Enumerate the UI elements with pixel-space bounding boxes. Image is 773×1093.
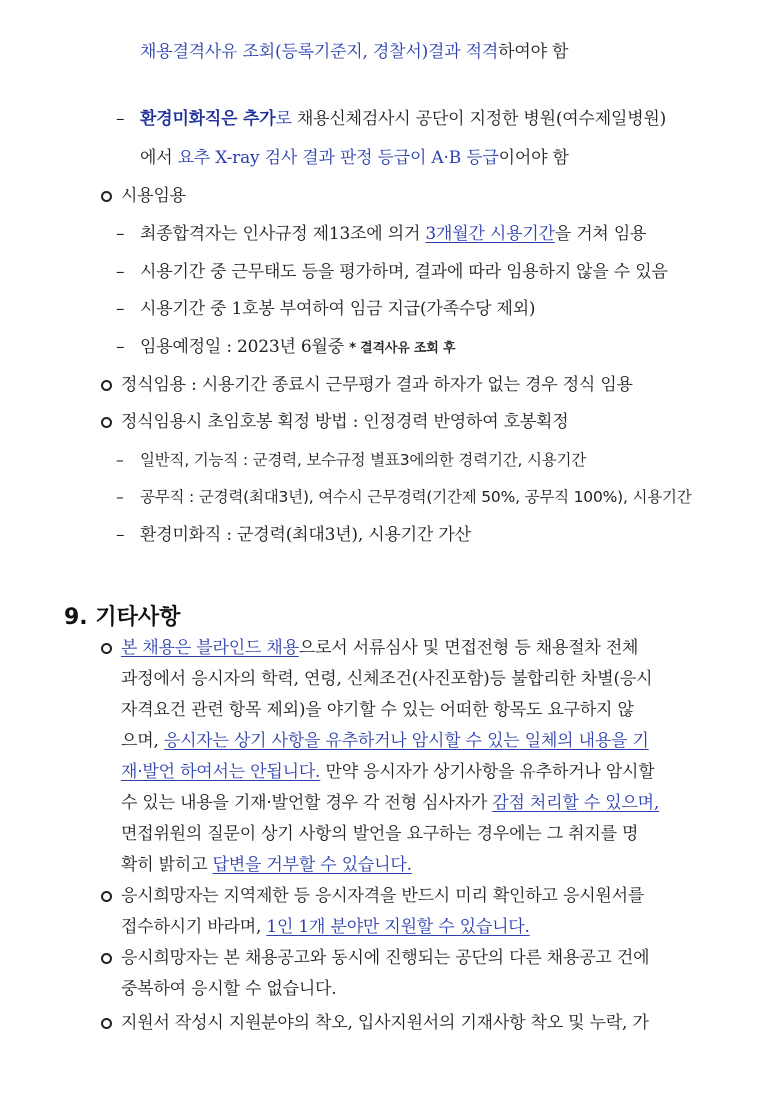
- circle-bullet-icon: [101, 417, 112, 428]
- grade-item: – 일반직, 기능직 : 군경력, 보수규정 별표3에의한 경력기간, 시용기간: [116, 448, 586, 472]
- disclosure-warning-link[interactable]: 응시자는 상기 사항을 유추하거나 암시할 수 있는 일체의 내용을 기: [163, 731, 649, 751]
- appointment-note: * 결격사유 조회 후: [349, 341, 456, 356]
- paragraph-line: 접수하시기 바라며, 1인 1개 분야만 지원할 수 있습니다.: [121, 917, 530, 937]
- refuse-answer-link[interactable]: 답변을 거부할 수 있습니다.: [212, 855, 412, 875]
- penalty-link[interactable]: 감점 처리할 수 있으며,: [492, 793, 660, 813]
- probation-period-link[interactable]: 3개월간 시용기간: [425, 224, 555, 244]
- probation-item: – 시용기간 중 근무태도 등을 평가하며, 결과에 따라 임용하지 않을 수 있음: [116, 262, 668, 282]
- circle-bullet-icon: [101, 1018, 112, 1029]
- dash-marker: –: [116, 224, 125, 244]
- paragraph-line: 으며, 응시자는 상기 사항을 유추하거나 암시할 수 있는 일체의 내용을 기: [121, 731, 649, 751]
- xray-line: 에서 요추 X-ray 검사 결과 판정 등급이 A·B 등급이어야 함: [140, 148, 569, 168]
- regular-appointment-heading: 정식임용 : 시용기간 종료시 근무평가 결과 하자가 없는 경우 정식 임용: [101, 373, 633, 397]
- probation-heading: 시용임용: [101, 184, 186, 208]
- paragraph-line: 면접위원의 질문이 상기 사항의 발언을 요구하는 경우에는 그 취지를 명: [121, 824, 639, 844]
- grade-heading: 정식임용시 초임호봉 획정 방법 : 인정경력 반영하여 호봉획정: [101, 410, 569, 434]
- application-error-paragraph: 지원서 작성시 지원분야의 착오, 입사지원서의 기재사항 착오 및 누락, 가: [101, 1011, 649, 1035]
- dash-marker: –: [116, 451, 124, 469]
- hiring-check-emphasis: 채용결격사유 조회(등록기준지, 경찰서)결과 적격: [140, 42, 499, 62]
- dash-marker: –: [116, 299, 125, 319]
- hiring-check-line: 채용결격사유 조회(등록기준지, 경찰서)결과 적격하여야 함: [140, 42, 569, 62]
- paragraph-line: 확히 밝히고 답변을 거부할 수 있습니다.: [121, 855, 412, 875]
- blind-hiring-link[interactable]: 본 채용은 블라인드 채용: [121, 638, 299, 658]
- paragraph-line: 재·발언 하여서는 안됩니다. 만약 응시자가 상기사항을 유추하거나 암시할: [121, 762, 655, 782]
- duplicate-application-paragraph: 응시희망자는 본 채용공고와 동시에 진행되는 공단의 다른 채용공고 건에: [101, 946, 649, 970]
- paragraph-line: 과정에서 응시자의 학력, 연령, 신체조건(사진포함)등 불합리한 차별(응시: [121, 669, 653, 689]
- probation-item: – 임용예정일 : 2023년 6월중 * 결격사유 조회 후: [116, 337, 456, 357]
- probation-item: – 시용기간 중 1호봉 부여하여 임금 지급(가족수당 제외): [116, 299, 536, 319]
- circle-bullet-icon: [101, 380, 112, 391]
- env-worker-line: – 환경미화직은 추가로 채용신체검사시 공단이 지정한 병원(여수제일병원): [116, 109, 667, 129]
- paragraph-line: 자격요건 관련 항목 제외)을 야기할 수 있는 어떠한 항목도 요구하지 않: [121, 700, 634, 720]
- circle-bullet-icon: [101, 953, 112, 964]
- grade-item: – 공무직 : 군경력(최대3년), 여수시 근무경력(기간제 50%, 공무직 100%), 시용기간: [116, 485, 692, 509]
- one-field-link[interactable]: 1인 1개 분야만 지원할 수 있습니다.: [266, 917, 530, 937]
- dash-marker: –: [116, 262, 125, 282]
- blind-hiring-paragraph: 본 채용은 블라인드 채용으로서 서류심사 및 면접전형 등 채용절차 전체: [101, 636, 638, 660]
- dash-marker: –: [116, 525, 125, 545]
- env-worker-bold: 환경미화직은 추가: [140, 109, 276, 129]
- dash-marker: –: [116, 488, 124, 506]
- eligibility-paragraph: 응시희망자는 지역제한 등 응시자격을 반드시 미리 확인하고 응시원서를: [101, 884, 644, 908]
- paragraph-line: 수 있는 내용을 기재·발언할 경우 각 전형 심사자가 감점 처리할 수 있으며,: [121, 793, 660, 813]
- dash-marker: –: [116, 337, 125, 357]
- grade-item: – 환경미화직 : 군경력(최대3년), 시용기간 가산: [116, 525, 471, 545]
- section-title: 9. 기타사항: [64, 605, 181, 630]
- paragraph-line: 중복하여 응시할 수 없습니다.: [121, 979, 337, 999]
- circle-bullet-icon: [101, 191, 112, 202]
- xray-emphasis: 요추 X-ray 검사 결과 판정 등급이 A·B 등급: [177, 148, 499, 168]
- circle-bullet-icon: [101, 891, 112, 902]
- circle-bullet-icon: [101, 643, 112, 654]
- disclosure-warning-link-cont[interactable]: 재·발언 하여서는 안됩니다.: [121, 762, 321, 782]
- probation-item: – 최종합격자는 인사규정 제13조에 의거 3개월간 시용기간을 거쳐 임용: [116, 224, 647, 244]
